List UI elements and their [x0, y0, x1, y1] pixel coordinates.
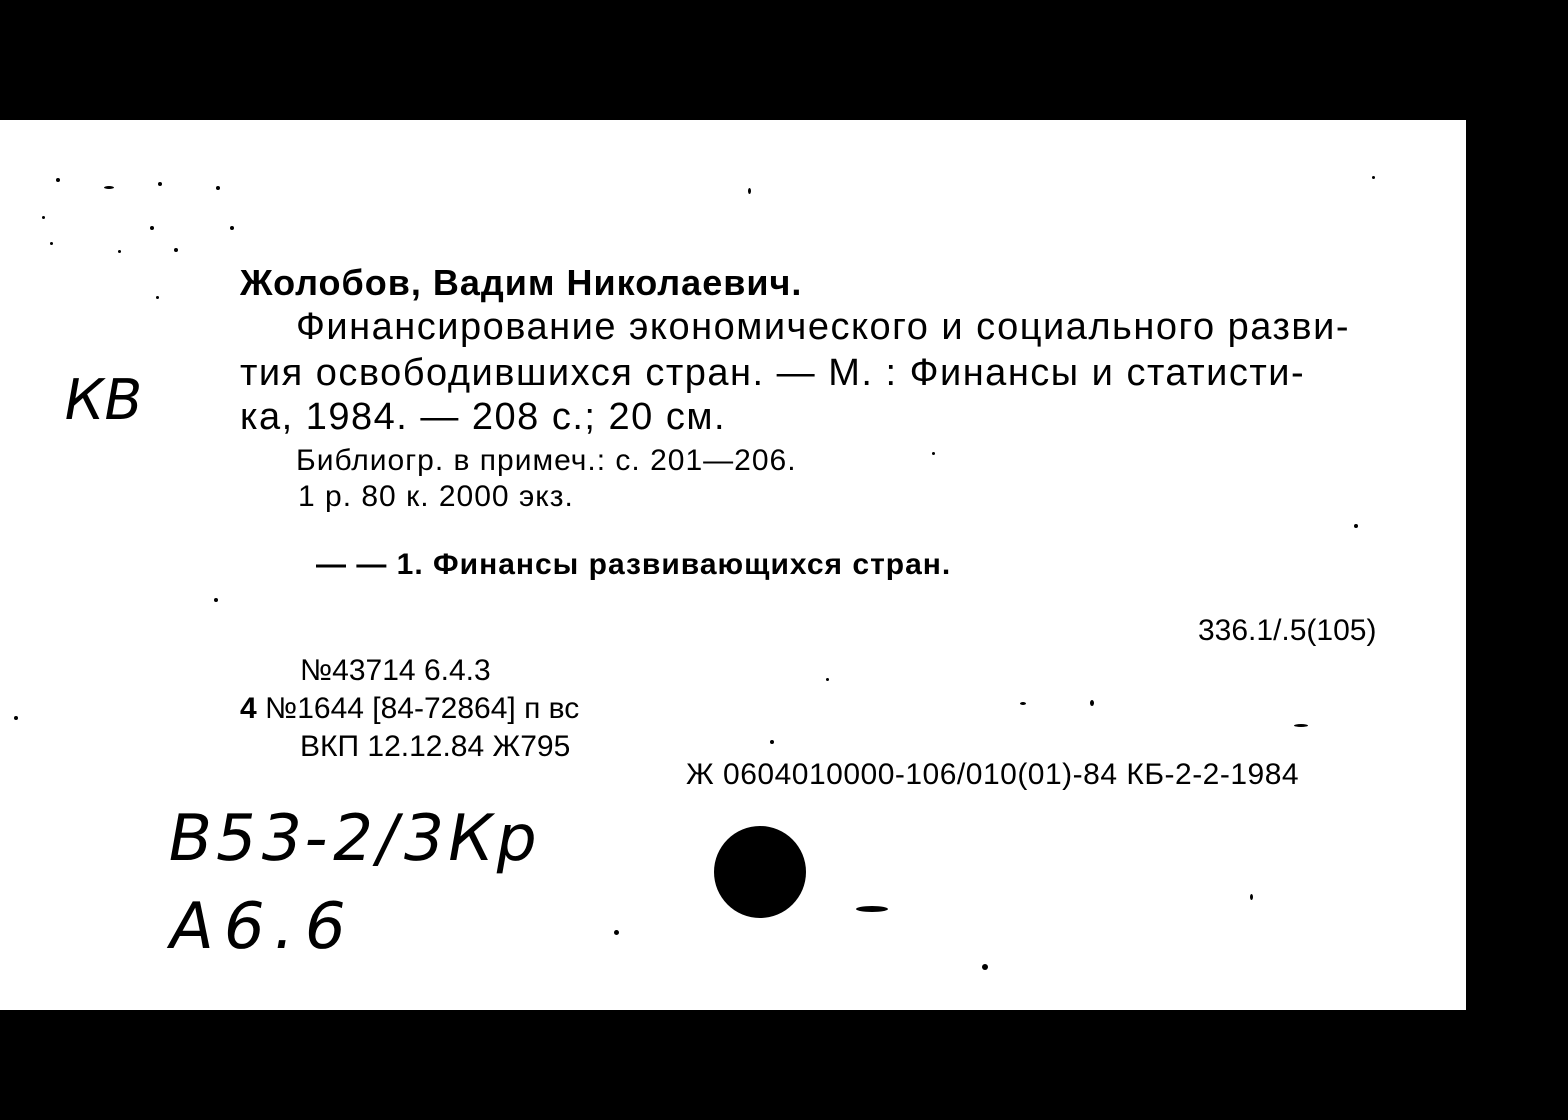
ink-speck: [826, 678, 829, 681]
ink-speck: [1372, 176, 1375, 179]
ink-speck: [1294, 724, 1308, 727]
ink-speck: [1090, 700, 1094, 706]
ink-speck: [770, 740, 774, 744]
publication-code: Ж 0604010000-106/010(01)-84 КБ-2-2-1984: [686, 758, 1300, 791]
author-heading: Жолобов, Вадим Николаевич.: [240, 262, 803, 303]
registration-code-3: ВКП 12.12.84 Ж795: [300, 730, 571, 763]
registration-code-2: [240, 692, 579, 726]
udc-code: 336.1/.5(105): [1198, 614, 1377, 647]
handwritten-shelfmark-1: В53-2/3Кр: [161, 802, 549, 876]
ink-speck: [230, 226, 234, 230]
ink-speck: [14, 716, 18, 720]
ink-speck: [42, 216, 45, 219]
ink-speck: [932, 452, 935, 455]
handwritten-shelfmark-2: А6.6: [163, 890, 363, 964]
ink-speck: [118, 250, 121, 253]
punch-hole: [714, 826, 806, 918]
ink-speck: [1354, 524, 1358, 528]
title-line-3: ка, 1984. — 208 с.; 20 см.: [240, 396, 727, 438]
subject-heading: — — 1. Финансы развивающихся стран.: [316, 548, 952, 581]
ink-speck: [748, 188, 751, 194]
bibliography-note: Библиогр. в примеч.: с. 201—206.: [296, 444, 797, 477]
ink-speck: [982, 964, 988, 970]
handwritten-mark: КВ: [58, 368, 148, 433]
ink-speck: [614, 930, 619, 935]
catalog-card: [0, 120, 1466, 1010]
ink-speck: [174, 248, 178, 252]
ink-speck: [1250, 894, 1253, 900]
ink-speck: [158, 182, 162, 186]
ink-speck: [150, 226, 154, 230]
title-line-2: тия освободившихся стран. — М. : Финансы и статисти-: [240, 352, 1306, 394]
price-copies-note: 1 р. 80 к. 2000 экз.: [298, 480, 574, 513]
code-rest: №1644 [84-72864] п вс: [265, 692, 580, 725]
ink-speck: [104, 186, 114, 189]
ink-speck: [216, 186, 220, 190]
registration-code-1: №43714 6.4.3: [300, 654, 491, 687]
ink-speck: [856, 906, 888, 912]
code-prefix: 4: [240, 692, 257, 725]
ink-speck: [56, 178, 60, 182]
ink-speck: [156, 296, 159, 299]
ink-speck: [214, 598, 218, 602]
ink-speck: [50, 242, 53, 245]
title-line-1: Финансирование экономического и социального разви-: [296, 306, 1351, 348]
ink-speck: [1020, 702, 1026, 705]
